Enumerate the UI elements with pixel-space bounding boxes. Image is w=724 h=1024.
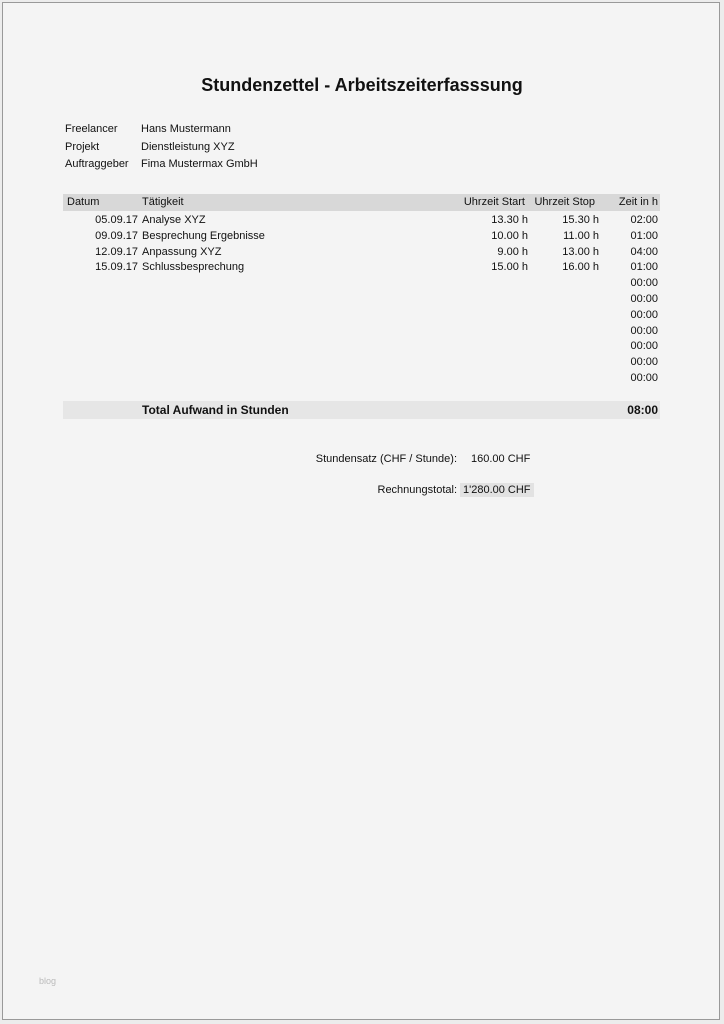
cell-datum: 05.09.17 <box>95 214 138 226</box>
document-page <box>2 2 720 1020</box>
cell-start: 15.00 h <box>491 261 528 274</box>
table-row <box>63 259 660 275</box>
total-label: Total Aufwand in Stunden <box>142 403 289 417</box>
table-row <box>63 323 660 339</box>
table-row <box>63 370 660 386</box>
table-row <box>63 244 660 260</box>
invoice-row <box>253 484 457 500</box>
table-row <box>63 291 660 307</box>
meta-label: Freelancer <box>65 123 118 135</box>
rate-value: 160.00 CHF <box>471 453 531 465</box>
cell-zeit: 00:00 <box>630 293 658 305</box>
table-row <box>63 354 660 370</box>
table-row <box>63 307 660 323</box>
meta-value: Fima Mustermax GmbH <box>141 158 258 170</box>
total-value: 08:00 <box>627 403 658 417</box>
column-header-taetigkeit: Tätigkeit <box>142 196 184 208</box>
cell-start: 10.00 h <box>491 229 528 242</box>
table-row <box>63 228 660 244</box>
page-title: Stundenzettel - Arbeitszeiterfasssung <box>201 75 523 95</box>
cell-datum: 15.09.17 <box>95 261 138 274</box>
cell-datum: 09.09.17 <box>95 229 138 242</box>
cell-zeit: 02:00 <box>630 214 658 226</box>
column-header-zeit: Zeit in h <box>618 196 658 208</box>
cell-stop: 15.30 h <box>562 214 599 226</box>
column-header-stop: Uhrzeit Stop <box>534 196 595 208</box>
meta-value: Dienstleistung XYZ <box>141 141 235 153</box>
cell-zeit: 00:00 <box>630 308 658 321</box>
cell-zeit: 01:00 <box>630 261 658 274</box>
cell-taetigkeit: Schlussbesprechung <box>142 261 245 274</box>
table-row <box>63 275 660 291</box>
cell-stop: 16.00 h <box>562 261 599 274</box>
table-header <box>63 194 660 211</box>
total-row <box>63 401 660 419</box>
cell-taetigkeit: Anpassung XYZ <box>142 245 222 258</box>
cell-start: 13.30 h <box>491 214 528 226</box>
cell-zeit: 04:00 <box>630 245 658 258</box>
rate-row <box>253 453 457 469</box>
column-header-datum: Datum <box>67 196 100 208</box>
cell-zeit: 01:00 <box>630 229 658 242</box>
watermark: blog <box>39 976 57 986</box>
cell-start: 9.00 h <box>497 245 528 258</box>
column-header-start: Uhrzeit Start <box>463 196 525 208</box>
cell-taetigkeit: Analyse XYZ <box>142 214 206 226</box>
cell-stop: 13.00 h <box>562 245 599 258</box>
meta-label: Auftraggeber <box>65 158 129 170</box>
invoice-value: 1'280.00 CHF <box>460 483 534 497</box>
meta-label: Projekt <box>65 141 100 153</box>
meta-value: Hans Mustermann <box>141 123 231 135</box>
cell-zeit: 00:00 <box>630 340 658 353</box>
cell-taetigkeit: Besprechung Ergebnisse <box>142 229 265 242</box>
table-row <box>63 212 660 228</box>
rate-label: Stundensatz (CHF / Stunde): <box>315 453 457 465</box>
cell-zeit: 00:00 <box>630 372 658 384</box>
cell-datum: 12.09.17 <box>95 245 138 258</box>
cell-zeit: 00:00 <box>630 356 658 369</box>
table-row <box>63 338 660 354</box>
cell-zeit: 00:00 <box>630 277 658 290</box>
cell-stop: 11.00 h <box>563 229 599 242</box>
invoice-label: Rechnungstotal: <box>377 484 457 496</box>
cell-zeit: 00:00 <box>630 324 658 337</box>
